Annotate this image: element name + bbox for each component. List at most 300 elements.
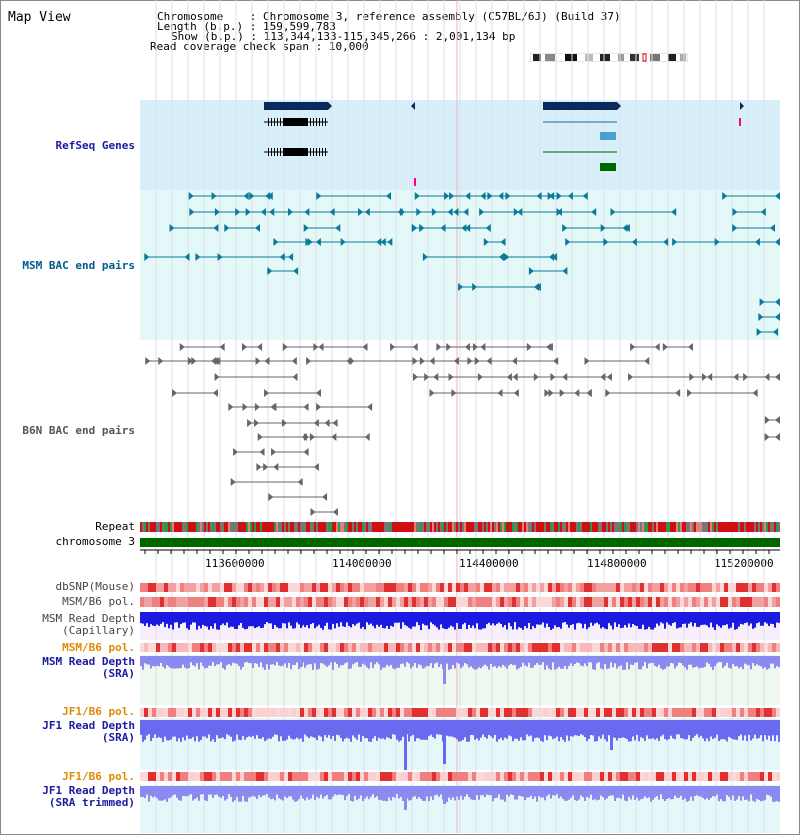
heat-cell [636,643,640,652]
repeat-segment [694,522,696,532]
depth-bar [450,720,452,736]
depth-bar [518,656,520,668]
depth-bar [446,786,448,802]
heat-cell [568,583,572,592]
depth-bar [332,720,334,736]
heat-cell [492,708,496,717]
depth-bar [574,612,576,630]
depth-bar [180,786,182,801]
repeat-segment [168,522,170,532]
depth-bar [618,656,620,666]
refseq-exon [316,118,317,126]
depth-bar [252,656,254,668]
bac-end-marker [655,343,660,351]
depth-bar [746,720,748,741]
depth-bar [290,656,292,669]
depth-bar [608,612,610,623]
depth-bar [148,720,150,734]
heat-cell [772,708,776,717]
depth-bar [412,612,414,627]
depth-bar [576,612,578,623]
depth-bar [376,612,378,625]
repeat-segment [274,522,276,532]
depth-bar [692,720,694,738]
bac-end-marker [367,403,372,411]
heat-cell [256,583,260,592]
depth-bar [364,656,366,665]
depth-bar [284,786,286,796]
repeat-segment [192,522,194,532]
depth-bar [614,612,616,622]
repeat-segment [518,522,520,532]
heat-cell [376,708,380,717]
repeat-segment [356,522,358,532]
heat-cell [524,772,528,781]
depth-bar [486,612,488,624]
depth-bar [152,656,154,666]
depth-bar [764,786,766,800]
depth-bar [260,786,262,797]
depth-bar [738,720,740,736]
depth-bar [216,612,218,629]
depth-bar [424,786,426,801]
heat-cell [516,643,520,652]
depth-bar [608,720,610,735]
depth-bar [304,656,306,668]
heat-cell [296,583,300,592]
repeat-segment [730,522,732,532]
heat-cell [308,643,312,652]
heat-cell [212,772,216,781]
depth-bar [156,786,158,798]
repeat-segment [176,522,178,532]
repeat-segment [426,522,428,532]
heat-cell [644,643,648,652]
bac-end-marker [753,389,758,397]
depth-bar [546,786,548,796]
depth-bar [500,786,502,800]
heat-cell [252,772,256,781]
depth-bar [268,786,270,798]
repeat-segment [548,522,550,532]
heat-cell [416,597,420,607]
heat-cell [492,643,496,652]
depth-bar [506,656,508,669]
depth-bar [762,612,764,626]
depth-bar [542,786,544,797]
heat-cell [756,708,760,717]
depth-bar [284,656,286,663]
repeat-segment [644,522,646,532]
heat-cell [536,583,540,592]
depth-bar [620,612,622,628]
heat-cell [304,708,308,717]
heat-cell [172,583,176,592]
depth-bar [566,720,568,735]
depth-bar [258,786,260,795]
depth-bar [650,786,652,802]
repeat-segment [400,522,402,532]
depth-bar [564,656,566,666]
depth-bar [164,720,166,737]
repeat-segment [300,522,302,532]
repeat-segment [372,522,374,532]
depth-bar [294,786,296,802]
heat-cell [380,583,384,592]
heat-cell [728,708,732,717]
depth-bar [580,612,582,624]
depth-bar [360,786,362,796]
depth-bar [468,786,470,797]
depth-bar [678,612,680,628]
bac-end-marker [534,373,539,381]
depth-bar [234,612,236,629]
repeat-segment [778,522,780,532]
depth-bar [616,720,618,740]
depth-bar [730,656,732,669]
depth-bar [286,656,288,668]
heat-cell [388,772,392,781]
depth-bar [256,612,258,627]
repeat-segment [530,522,532,532]
depth-bar [256,786,258,799]
depth-bar [502,786,504,800]
depth-bar [170,720,172,740]
depth-bar [432,656,434,668]
depth-bar [622,612,624,628]
depth-bar [268,612,270,623]
heat-cell [400,583,404,592]
heat-cell [612,597,616,607]
depth-bar [330,720,332,739]
depth-bar [290,612,292,626]
refseq-exon [310,148,311,156]
heat-cell [548,597,552,607]
depth-bar [528,720,530,736]
heat-cell [656,643,660,652]
heat-cell [588,772,592,781]
depth-bar [246,656,248,662]
depth-bar [232,656,234,663]
heat-cell [564,583,568,592]
repeat-segment [302,522,304,532]
depth-bar [748,612,750,626]
heat-cell [764,583,768,592]
heat-cell [536,708,540,717]
heat-cell [216,643,220,652]
heat-cell [292,772,296,781]
depth-bar [748,720,750,735]
depth-bar [264,786,266,795]
depth-bar [592,612,594,626]
depth-bar [196,656,198,663]
depth-bar [388,656,390,666]
repeat-segment [412,522,414,532]
repeat-segment [570,522,572,532]
depth-bar [564,612,566,622]
heat-cell [304,583,308,592]
bac-end-marker [433,373,438,381]
depth-bar [458,786,460,800]
depth-bar [390,656,392,665]
heat-cell [716,643,720,652]
depth-bar [636,720,638,735]
repeat-segment [632,522,634,532]
heat-cell [348,597,352,607]
depth-bar [500,612,502,624]
refseq-exon [277,118,278,126]
repeat-segment [742,522,744,532]
depth-bar [736,720,738,740]
depth-bar [632,720,634,736]
heat-cell [256,597,260,607]
heat-cell [312,708,316,717]
depth-bar [708,656,710,664]
repeat-segment [312,522,314,532]
depth-bar [356,786,358,800]
depth-bar [234,720,236,741]
heat-cell [736,583,740,592]
depth-bar [652,612,654,630]
repeat-segment [444,522,446,532]
heat-cell [660,772,664,781]
depth-bar [558,656,560,667]
bac-end-marker [707,373,712,381]
heat-cell [620,597,624,607]
heat-cell [176,708,180,717]
depth-bar [304,786,306,800]
depth-bar [496,612,498,624]
heat-cell [344,597,348,607]
repeat-segment [602,522,604,532]
bac-end-marker [215,373,220,381]
heat-cell [532,772,536,781]
depth-bar [240,720,242,740]
depth-bar [430,656,432,663]
depth-bar [684,612,686,624]
heat-cell [228,583,232,592]
depth-bar [710,720,712,736]
heat-cell [516,583,520,592]
depth-bar [712,612,714,627]
depth-bar [704,786,706,800]
depth-bar [742,786,744,796]
bac-end-marker [675,389,680,397]
heat-cell [624,643,628,652]
heat-cell [140,583,144,592]
repeat-segment [284,522,286,532]
heat-cell [488,583,492,592]
depth-bar [200,720,202,740]
heat-cell [732,708,736,717]
depth-bar [272,656,274,664]
depth-bar [660,656,662,668]
depth-bar [316,720,318,740]
heat-cell [392,597,396,607]
heat-cell [536,643,540,652]
depth-bar [712,720,714,739]
refseq-exon [301,118,304,126]
depth-bar [414,786,416,796]
depth-bar [230,656,232,666]
depth-bar [296,720,298,738]
repeat-segment [406,522,408,532]
depth-bar [246,612,248,629]
depth-bar [166,720,168,740]
depth-bar [664,612,666,629]
repeat-segment [762,522,764,532]
repeat-segment [206,522,208,532]
heat-cell [620,708,624,717]
repeat-segment [202,522,204,532]
refseq-exon [319,148,320,156]
depth-bar [212,656,214,662]
depth-bar [614,720,616,738]
depth-bar [736,656,738,666]
depth-bar [740,656,742,667]
depth-bar [512,720,514,741]
heat-cell [744,597,748,607]
repeat-segment [250,522,252,532]
depth-bar [650,612,652,629]
depth-bar [464,720,466,737]
depth-bar [578,656,580,663]
heat-cell [416,643,420,652]
heat-cell [724,708,728,717]
depth-bar [346,656,348,662]
depth-bar [530,786,532,796]
heat-cell [188,772,192,781]
heat-cell [656,583,660,592]
heat-cell [236,772,240,781]
depth-bar [652,656,654,663]
depth-bar [222,786,224,796]
info-show-value: 113,344,133-115,345,266 : 2,001,134 bp [263,30,516,43]
depth-bar [432,786,434,800]
heat-cell [384,597,388,607]
heat-cell [756,772,760,781]
heat-cell [668,772,672,781]
depth-bar [238,612,240,625]
heat-cell [412,643,416,652]
depth-bar [192,612,194,622]
heat-cell [388,583,392,592]
depth-bar [234,656,236,663]
depth-bar [300,720,302,738]
heat-cell [768,643,772,652]
depth-bar [142,612,144,624]
depth-bar [420,612,422,630]
depth-bar [222,612,224,624]
heat-cell [676,597,680,607]
depth-bar [756,612,758,623]
depth-bar [276,656,278,662]
repeat-segment [688,522,690,532]
heat-cell [476,772,480,781]
depth-bar [384,786,386,801]
heat-cell [408,643,412,652]
heat-cell [636,583,640,592]
heat-cell [520,583,524,592]
heat-cell [288,772,292,781]
depth-bar [568,612,570,628]
heat-cell [740,708,744,717]
depth-bar [408,656,410,663]
repeat-segment [596,522,598,532]
depth-bar [200,612,202,628]
heat-cell [576,708,580,717]
repeat-segment [572,522,574,532]
depth-bar [158,612,160,626]
depth-bar [358,720,360,734]
depth-bar [442,612,444,628]
refseq-exon [316,148,317,156]
depth-bar [752,720,754,738]
heat-cell [520,708,524,717]
depth-bar [490,612,492,625]
depth-bar [602,612,604,627]
depth-bar [328,656,330,665]
repeat-segment [382,522,384,532]
heat-cell [220,597,224,607]
depth-bar [608,656,610,668]
repeat-segment [696,522,698,532]
depth-bar [408,720,410,742]
bac-end-marker [607,373,612,381]
depth-bar [744,720,746,735]
heat-cell [380,772,384,781]
depth-bar [176,656,178,668]
heat-cell [600,708,604,717]
heat-cell [564,643,568,652]
depth-bar [450,656,452,669]
depth-bar [778,786,780,802]
jf1-depth-sra-line1: JF1 Read Depth [42,719,135,732]
heat-cell [548,772,552,781]
heat-cell [480,708,484,717]
heat-cell [320,708,324,717]
repeat-segment [410,522,412,532]
depth-bar [486,786,488,795]
depth-bar [686,656,688,670]
repeat-segment [310,522,312,532]
depth-bar [446,656,448,664]
depth-bar [542,720,544,742]
bac-end-marker [310,433,315,441]
heat-cell [684,597,688,607]
heat-cell [160,643,164,652]
heat-cell [204,708,208,717]
heat-cell [228,597,232,607]
bac-end-marker [390,343,395,351]
depth-bar [308,612,310,628]
heat-cell [332,772,336,781]
heat-cell [200,643,204,652]
heat-cell [360,583,364,592]
depth-bar [654,656,656,666]
depth-bar [512,612,514,629]
depth-bar [392,612,394,627]
depth-bar [684,656,686,667]
depth-spike [300,656,303,666]
heat-cell [160,597,164,607]
depth-bar [670,720,672,736]
repeat-segment [752,522,754,532]
depth-bar [648,786,650,797]
heat-cell [524,708,528,717]
repeat-segment [256,522,258,532]
depth-bar [752,786,754,801]
